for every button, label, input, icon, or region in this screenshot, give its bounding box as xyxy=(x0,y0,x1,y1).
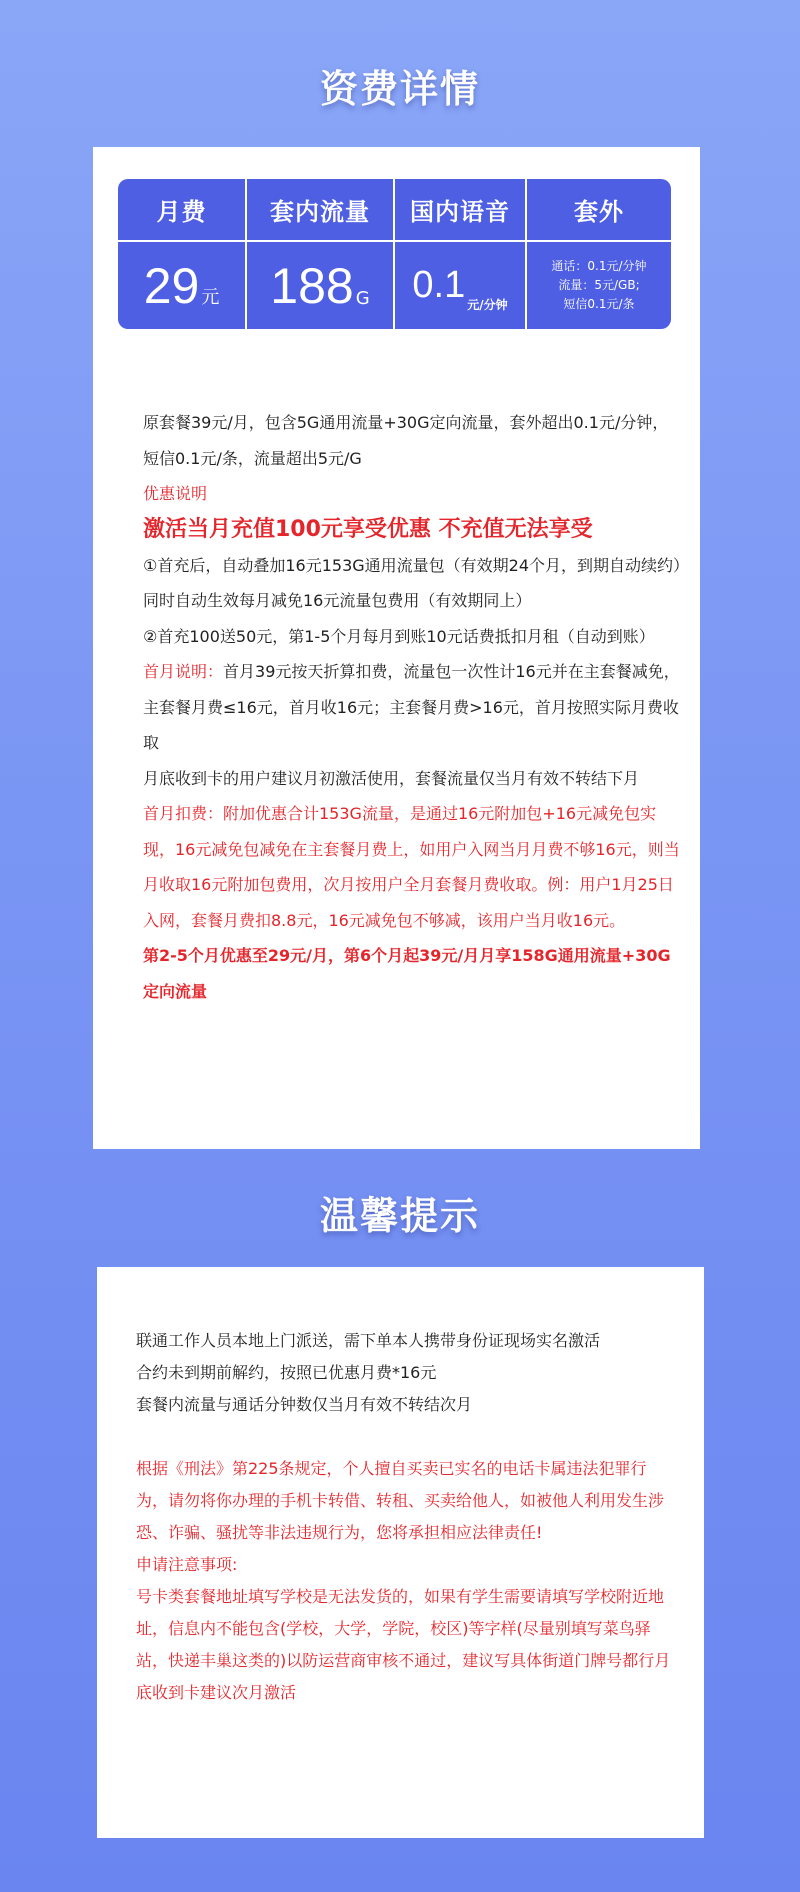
first-month-label: 首月说明： xyxy=(143,662,224,681)
first-deduct-note: 首月扣费：附加优惠合计153G流量，是通过16元附加包+16元减免包实现，16元减免包减免在主套餐月费上，如用户入网当月月费不够16元，则当月收取16元附加包费用，次月按用户全月套餐月费收取。例：用户1月25日入网，套餐月费扣8.8元，16元减免包不够减，该用户当月收16元。 xyxy=(143,804,680,930)
extra-rate-sms: 短信0.1元/条 xyxy=(563,297,635,311)
column-data xyxy=(247,179,393,329)
extra-rate-data: 流量：5元/GB; xyxy=(558,278,640,292)
end-of-month-note: 月底收到卡的用户建议月初激活使用，套餐流量仅当月有效不转结下月 xyxy=(143,768,640,788)
notice-text: 号卡类套餐地址填写学校是无法发货的，如果有学生需要请填写学校附近地址，信息内不能包含(学校，大学，学院，校区)等字样(尽量别填写菜鸟驿站，快递丰巢这类的)以防运营商审核不通过，建议写具体街道门牌号都行月底收到卡建议次月激活 xyxy=(136,1587,671,1702)
cell-data xyxy=(247,242,393,329)
section-title-tips: 温馨提示 xyxy=(319,1194,480,1238)
promo-item-1: ①首充后，自动叠加16元153G通用流量包（有效期24个月，到期自动续约）同时自动生效每月减免16元流量包费用（有效期同上） xyxy=(143,555,682,610)
header-voice: 国内语音 xyxy=(410,198,510,226)
final-offer-note: 第2-5个月优惠至29元/月，第6个月起39元/月月享158G通用流量+30G定向流量 xyxy=(143,946,671,1001)
fee-details-card xyxy=(93,147,700,1149)
notice-label: 申请注意事项: xyxy=(136,1555,238,1574)
tip-line-1: 联通工作人员本地上门派送，需下单本人携带身份证现场实名激活 xyxy=(136,1331,601,1350)
cell-monthly-fee xyxy=(118,242,245,329)
first-month-note xyxy=(143,654,683,761)
column-monthly-fee xyxy=(118,179,245,329)
plan-table xyxy=(118,179,671,329)
tip-line-3: 套餐内流量与通话分钟数仅当月有效不转结次月 xyxy=(136,1395,473,1414)
tip-line-2: 合约未到期前解约，按照已优惠月费*16元 xyxy=(136,1363,437,1382)
promo-label: 优惠说明 xyxy=(143,484,208,503)
column-voice xyxy=(395,179,525,329)
monthly-fee-unit: 元 xyxy=(201,287,220,308)
first-month-text: 首月39元按天折算扣费，流量包一次性计16元并在主套餐减免，主套餐月费≤16元，首月收16元；主套餐月费>16元，首月按照实际月费收取 xyxy=(143,662,680,752)
promo-headline: 激活当月充值100元享受优惠 不充值无法享受 xyxy=(143,516,593,542)
tips-text xyxy=(136,1325,676,1709)
extra-rates xyxy=(551,257,646,314)
header-data: 套内流量 xyxy=(270,198,370,226)
data-unit: G xyxy=(355,288,370,309)
original-plan-text: 原套餐39元/月，包含5G通用流量+30G定向流量，套外超出0.1元/分钟，短信0.1元/条，流量超出5元/G xyxy=(143,413,669,468)
header-monthly-fee: 月费 xyxy=(156,198,207,226)
cell-extra xyxy=(527,242,671,329)
promo-item-2: ②首充100送50元，第1-5个月每月到账10元话费抵扣月租（自动到账） xyxy=(143,626,655,646)
monthly-fee-value: 29 xyxy=(143,257,200,314)
details-text xyxy=(143,405,683,1009)
column-extra xyxy=(527,179,671,329)
cell-voice xyxy=(395,242,525,329)
voice-unit: 元/分钟 xyxy=(467,298,508,312)
extra-rate-call: 通话：0.1元/分钟 xyxy=(551,259,647,273)
voice-value: 0.1 xyxy=(412,264,466,306)
section-title-fee-details: 资费详情 xyxy=(319,67,480,111)
spacer xyxy=(136,1421,676,1453)
header-extra: 套外 xyxy=(574,198,624,226)
data-value: 188 xyxy=(270,257,354,314)
tips-card xyxy=(97,1267,704,1838)
legal-notice: 根据《刑法》第225条规定，个人擅自买卖已实名的电话卡属违法犯罪行为，请勿将你办理的手机卡转借、转租、买卖给他人，如被他人利用发生涉恐、诈骗、骚扰等非法违规行为，您将承担相应法律责任! xyxy=(136,1459,665,1542)
